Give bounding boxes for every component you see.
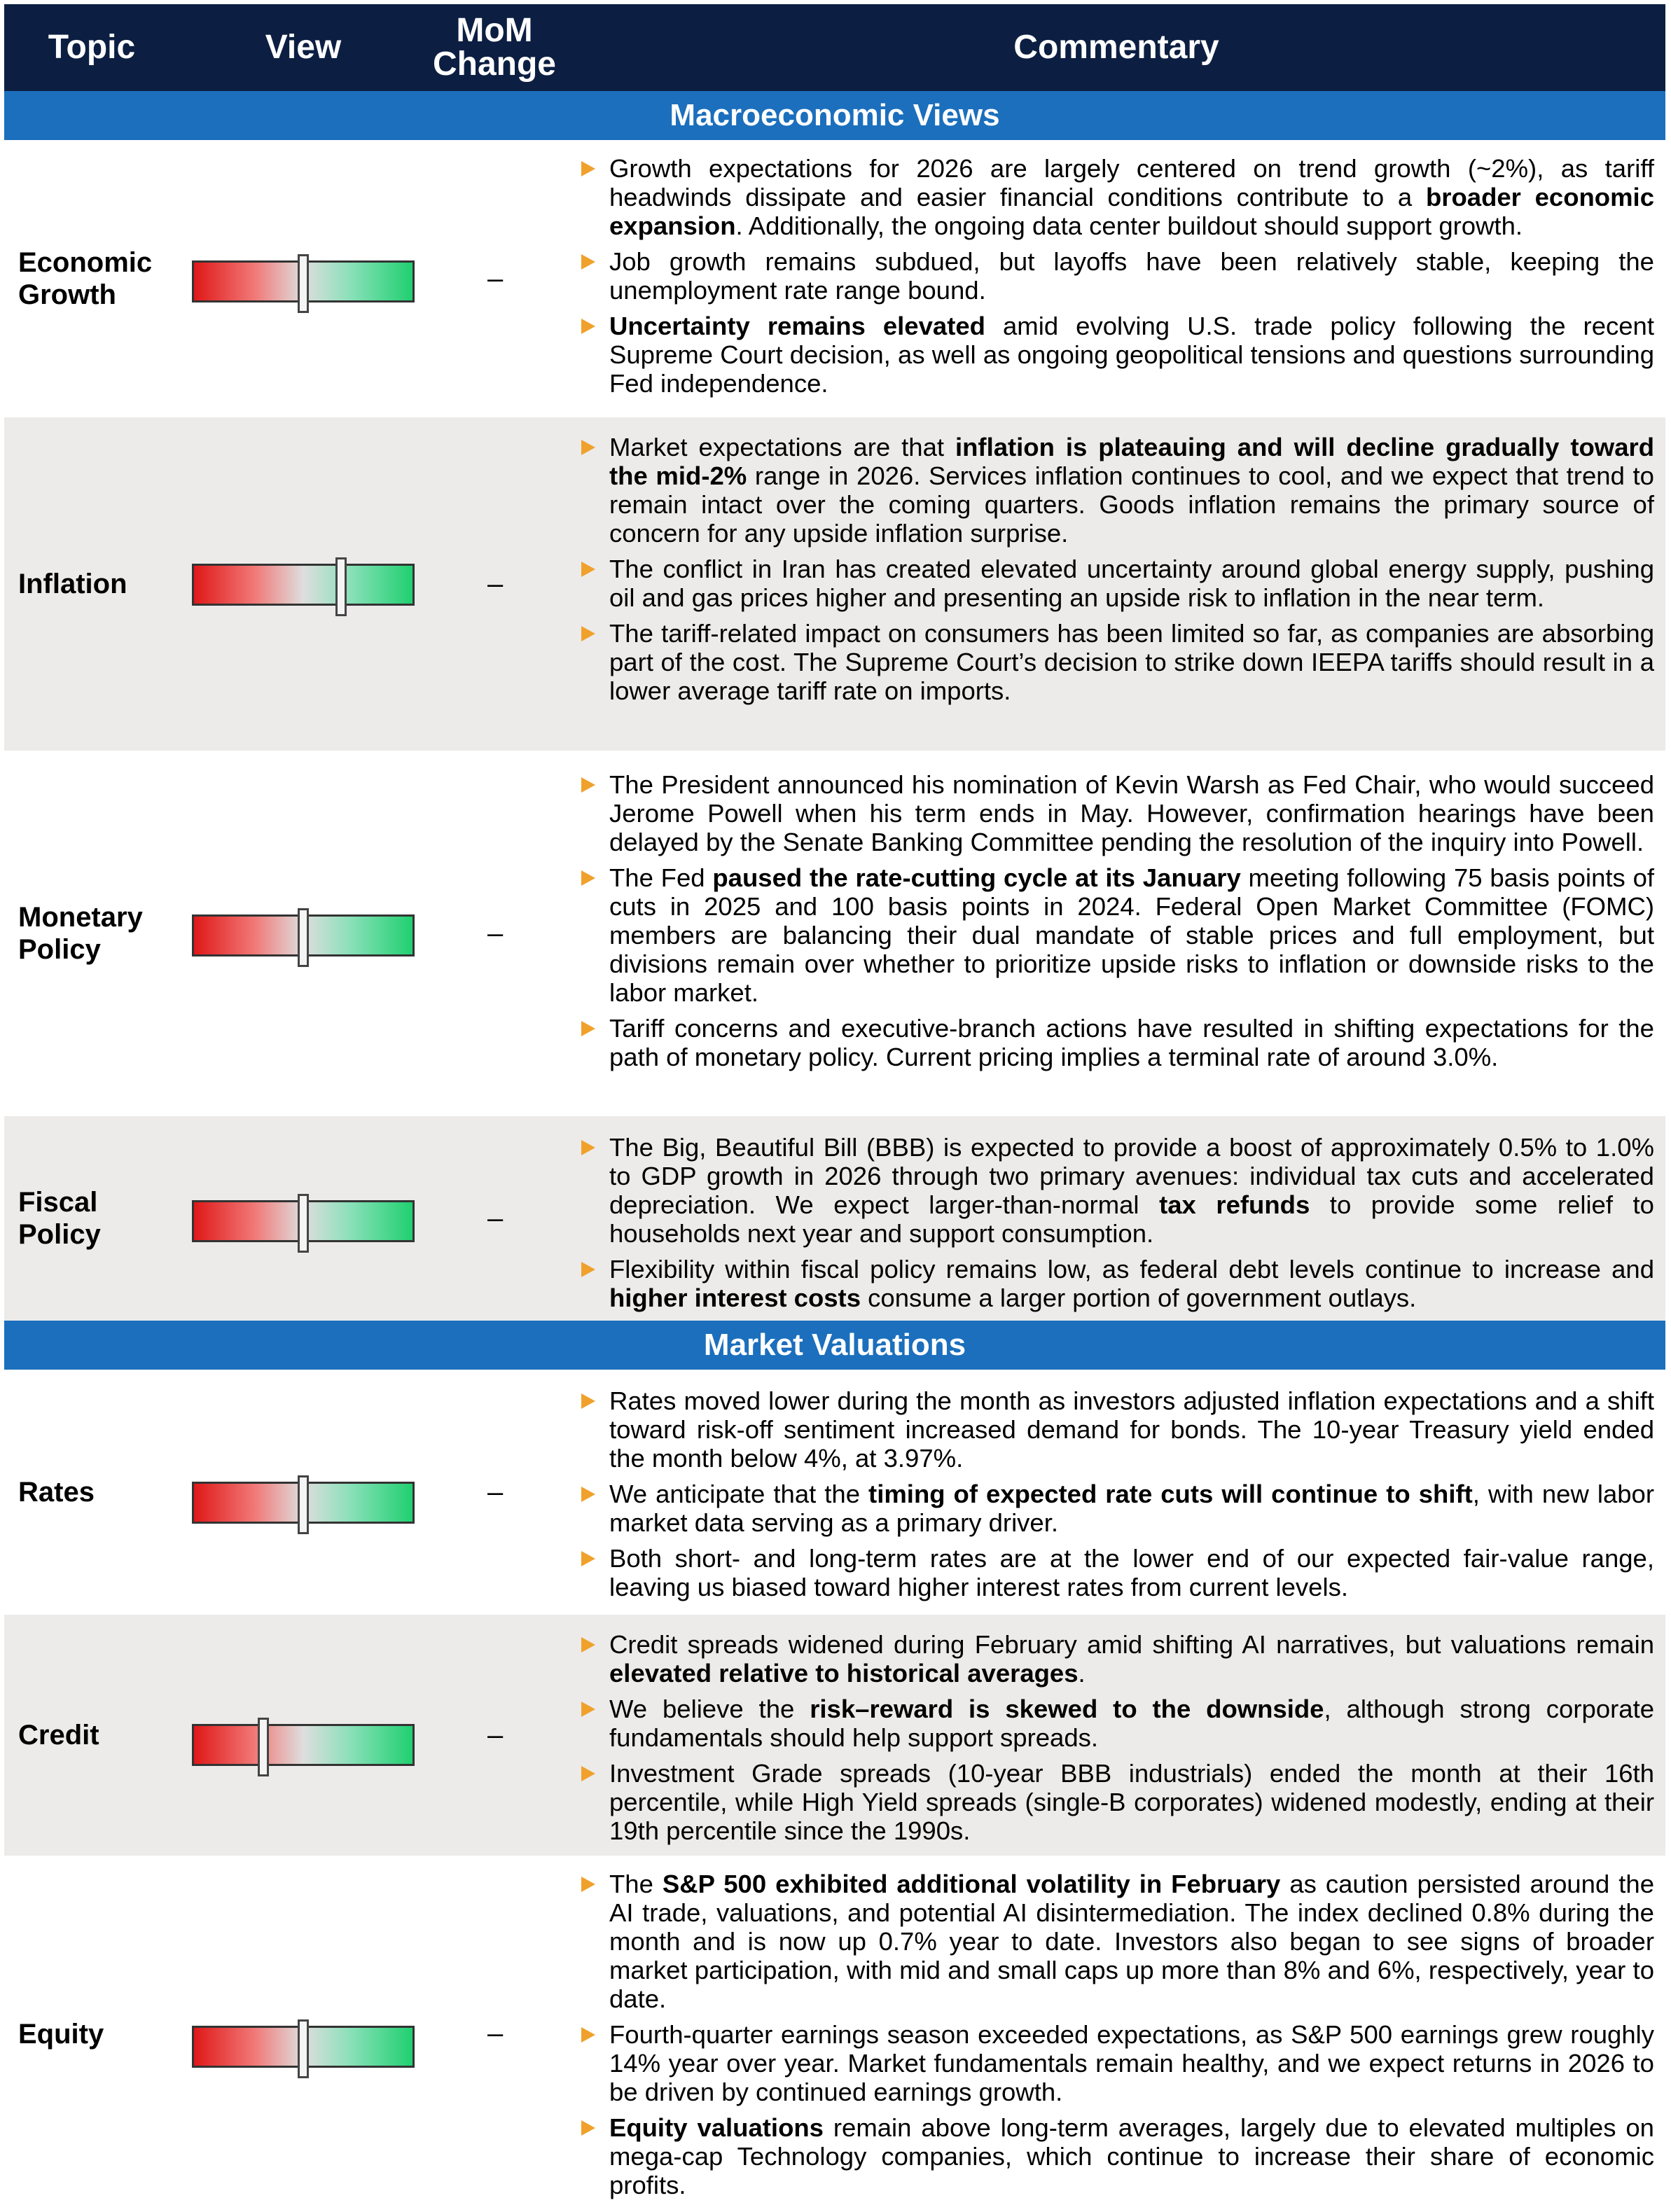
bullet-text: We anticipate that the [609, 1480, 869, 1508]
commentary-bullet [578, 1870, 1654, 2013]
row-economic-growth [4, 140, 1665, 417]
commentary-bullet [578, 154, 1654, 240]
gauge-marker [298, 1475, 309, 1534]
commentary-bullet [578, 1759, 1654, 1845]
bullet-text: amid evolving U.S. trade policy following the recent Supreme Court decision, as well as ongoing geopolitical tensions and questions surrounding Fed independence. [609, 312, 1654, 398]
commentary-bullet [578, 433, 1654, 548]
commentary-bullet [578, 863, 1654, 1007]
commentary-bullet [578, 1014, 1654, 1071]
bullet-text: range in 2026. Services inflation continues to cool, and we expect that trend to remain intact over the coming quarters. Goods inflation remains the primary source of concern for any upside inflation surprise. [609, 461, 1654, 548]
bullet-text: The Fed [609, 863, 713, 892]
bullet-text: to provide some relief to households next year and support consumption. [609, 1190, 1654, 1248]
view-gauge [192, 260, 415, 301]
commentary-bullet [578, 1133, 1654, 1248]
bullet-emphasis: timing of expected rate cuts will continue to shift [868, 1480, 1473, 1508]
bullet-text: The [609, 1870, 663, 1898]
topic-line: Fiscal [18, 1187, 98, 1218]
header-mom [424, 4, 564, 91]
row-fiscal-policy [4, 1116, 1665, 1321]
bullet-text: , with new labor market data serving as a primary driver. [609, 1480, 1655, 1537]
commentary-list [578, 433, 1654, 712]
commentary-bullet [578, 1630, 1654, 1688]
bullet-text: Investment Grade spreads (10-year BBB industrials) ended the month at their 16th percentile, while High Yield spreads (single-B corporates) widened modestly, ending at their 19th percentile since the 1990s. [609, 1759, 1654, 1845]
topic-line: Growth [18, 279, 116, 310]
commentary-bullet [578, 1480, 1654, 1537]
bullet-text: Flexibility within fiscal policy remains low, as federal debt levels continue to increase and [609, 1255, 1654, 1284]
gauge-marker [298, 254, 309, 313]
bullet-emphasis: S&P 500 exhibited additional volatility in February [662, 1870, 1281, 1898]
bullet-emphasis: elevated relative to historical averages [609, 1659, 1079, 1688]
bullet-text: Fourth-quarter earnings season exceeded expectations, as S&P 500 earnings grew roughly 14% year over year. Market fundamentals remain healthy, and we expect returns in 2026 to be driven by continued earnings growth. [609, 2020, 1654, 2106]
commentary-bullet [578, 1544, 1654, 1601]
bullet-text: . Additionally, the ongoing data center buildout should support growth. [735, 211, 1523, 240]
commentary-list [578, 1133, 1654, 1319]
header-mom-line2: Change [432, 46, 556, 83]
mom-change: – [487, 2018, 504, 2049]
commentary-bullet [578, 1255, 1654, 1312]
bullet-text: The tariff-related impact on consumers has been limited so far, as companies are absorbing part of the cost. The Supreme Court’s decision to strike down IEEPA tariffs should result in a lower average tariff rate on imports. [609, 619, 1654, 705]
topic-label [18, 140, 186, 417]
header-mom-line1: MoM [456, 12, 533, 49]
commentary-bullet [578, 770, 1654, 856]
bullet-emphasis: paused the rate-cutting cycle at its January [712, 863, 1241, 892]
commentary-list [578, 1630, 1654, 1852]
commentary-bullet [578, 312, 1654, 398]
topic-label [18, 1116, 186, 1321]
view-gauge [192, 1482, 415, 1522]
gauge-marker [298, 2019, 309, 2078]
view-gauge [192, 1200, 415, 1241]
gauge-bar [192, 564, 415, 606]
table-header [4, 4, 1665, 91]
bullet-text: Both short- and long-term rates are at the lower end of our expected fair-value range, leaving us biased toward higher interest rates from current levels. [609, 1544, 1654, 1601]
commentary-list [578, 1386, 1654, 1608]
header-commentary: Commentary [1013, 29, 1219, 66]
gauge-marker [335, 557, 347, 616]
commentary-bullet [578, 2113, 1654, 2199]
commentary-list [578, 1870, 1654, 2206]
row-monetary-policy [4, 751, 1665, 1116]
commentary-bullet [578, 555, 1654, 612]
bullet-text: , although strong corporate fundamentals should help support spreads. [609, 1695, 1655, 1752]
header-view: View [265, 29, 342, 66]
gauge-marker [298, 1194, 309, 1253]
commentary-bullet [578, 2020, 1654, 2106]
mom-change: – [487, 568, 504, 599]
topic-label: Equity [18, 2018, 104, 2050]
topic-label [18, 751, 186, 1116]
commentary-bullet [578, 247, 1654, 305]
bullet-text: Rates moved lower during the month as investors adjusted inflation expectations and a shift toward risk-off sentiment increased demand for bonds. The 10-year Treasury yield ended the month below 4%, at 3.97%. [609, 1386, 1654, 1473]
bullet-emphasis: Equity valuations [609, 2113, 824, 2142]
bullet-text: remain above long-term averages, largely due to elevated multiples on mega-cap Technology companies, which continue to increase their share of economic profits. [609, 2113, 1654, 2199]
commentary-bullet [578, 1695, 1654, 1752]
bullet-text: meeting following 75 basis points of cuts in 2025 and 100 basis points in 2024. Federal Open Market Committee (FOMC) members are balancing their dual mandate of stable prices and full employment, but divisions remain over whether to prioritize upside risks to inflation or downside risks to the labor market. [609, 863, 1655, 1007]
mom-change: – [487, 917, 504, 949]
bullet-text: The President announced his nomination of Kevin Warsh as Fed Chair, who would succeed Jerome Powell when his term ends in May. However, confirmation hearings have been delayed by the Senate Banking Committee pending the resolution of the inquiry into Powell. [609, 770, 1654, 856]
bullet-emphasis: inflation is plateauing and will decline gradually toward the mid-2% [609, 433, 1654, 490]
mom-change: – [487, 1476, 504, 1508]
view-gauge [192, 2026, 415, 2066]
bullet-emphasis: broader economic expansion [609, 183, 1654, 240]
view-gauge [192, 1724, 415, 1765]
bullet-text: The conflict in Iran has created elevated uncertainty around global energy supply, pushing oil and gas prices higher and presenting an upside risk to inflation in the near term. [609, 555, 1654, 612]
topic-label: Credit [18, 1720, 99, 1751]
topic-line: Monetary [18, 902, 143, 933]
mom-change: – [487, 1719, 504, 1751]
section-macroeconomic-views: Macroeconomic Views [4, 91, 1665, 140]
gauge-marker [258, 1718, 269, 1776]
header-topic: Topic [48, 29, 136, 66]
view-gauge [192, 564, 415, 604]
bullet-text: as caution persisted around the AI trade, valuations, and potential AI disintermediation. The index declined 0.8% during the month and is now up 0.7% year to date. Investors also began to see signs of broader market participation, with mid and small caps up more than 8% and 6%, respectively, year to date. [609, 1870, 1654, 2013]
commentary-bullet [578, 619, 1654, 705]
topic-line: Economic [18, 247, 153, 278]
bullet-text: consume a larger portion of government outlays. [861, 1284, 1417, 1312]
bullet-emphasis: Uncertainty remains elevated [609, 312, 985, 340]
gauge-marker [298, 908, 309, 967]
topic-line: Policy [18, 934, 101, 965]
mom-change: – [487, 263, 504, 294]
topic-label: Rates [18, 1477, 95, 1508]
row-equity [4, 1856, 1665, 2212]
bullet-emphasis: risk–reward is skewed to the downside [810, 1695, 1324, 1723]
view-gauge [192, 914, 415, 955]
bullet-text: Tariff concerns and executive-branch actions have resulted in shifting expectations for the path of monetary policy. Current pricing implies a terminal rate of around 3.0%. [609, 1014, 1654, 1071]
bullet-text: Growth expectations for 2026 are largely centered on trend growth (~2%), as tariff headwinds dissipate and easier financial conditions contribute to a [609, 154, 1654, 211]
bullet-text: We believe the [609, 1695, 810, 1723]
bullet-emphasis: higher interest costs [609, 1284, 861, 1312]
bullet-text: Market expectations are that [609, 433, 955, 461]
gauge-bar [192, 1724, 415, 1766]
row-inflation [4, 417, 1665, 751]
mom-change: – [487, 1202, 504, 1234]
bullet-text: Job growth remains subdued, but layoffs have been relatively stable, keeping the unemployment rate range bound. [609, 247, 1654, 305]
row-credit [4, 1615, 1665, 1856]
bullet-emphasis: tax refunds [1159, 1190, 1310, 1219]
commentary-list [578, 154, 1654, 405]
section-market-valuations: Market Valuations [4, 1321, 1665, 1370]
commentary-bullet [578, 1386, 1654, 1473]
bullet-text: The Big, Beautiful Bill (BBB) is expected to provide a boost of approximately 0.5% to 1.0% to GDP growth in 2026 through two primary avenues: individual tax cuts and accelerated depreciation. We expect larger-than-normal [609, 1133, 1654, 1219]
row-rates [4, 1370, 1665, 1615]
bullet-text: Credit spreads widened during February amid shifting AI narratives, but valuations remain [609, 1630, 1654, 1659]
bullet-text: . [1078, 1659, 1086, 1688]
topic-line: Policy [18, 1219, 101, 1250]
commentary-list [578, 770, 1654, 1078]
topic-label: Inflation [18, 569, 127, 599]
